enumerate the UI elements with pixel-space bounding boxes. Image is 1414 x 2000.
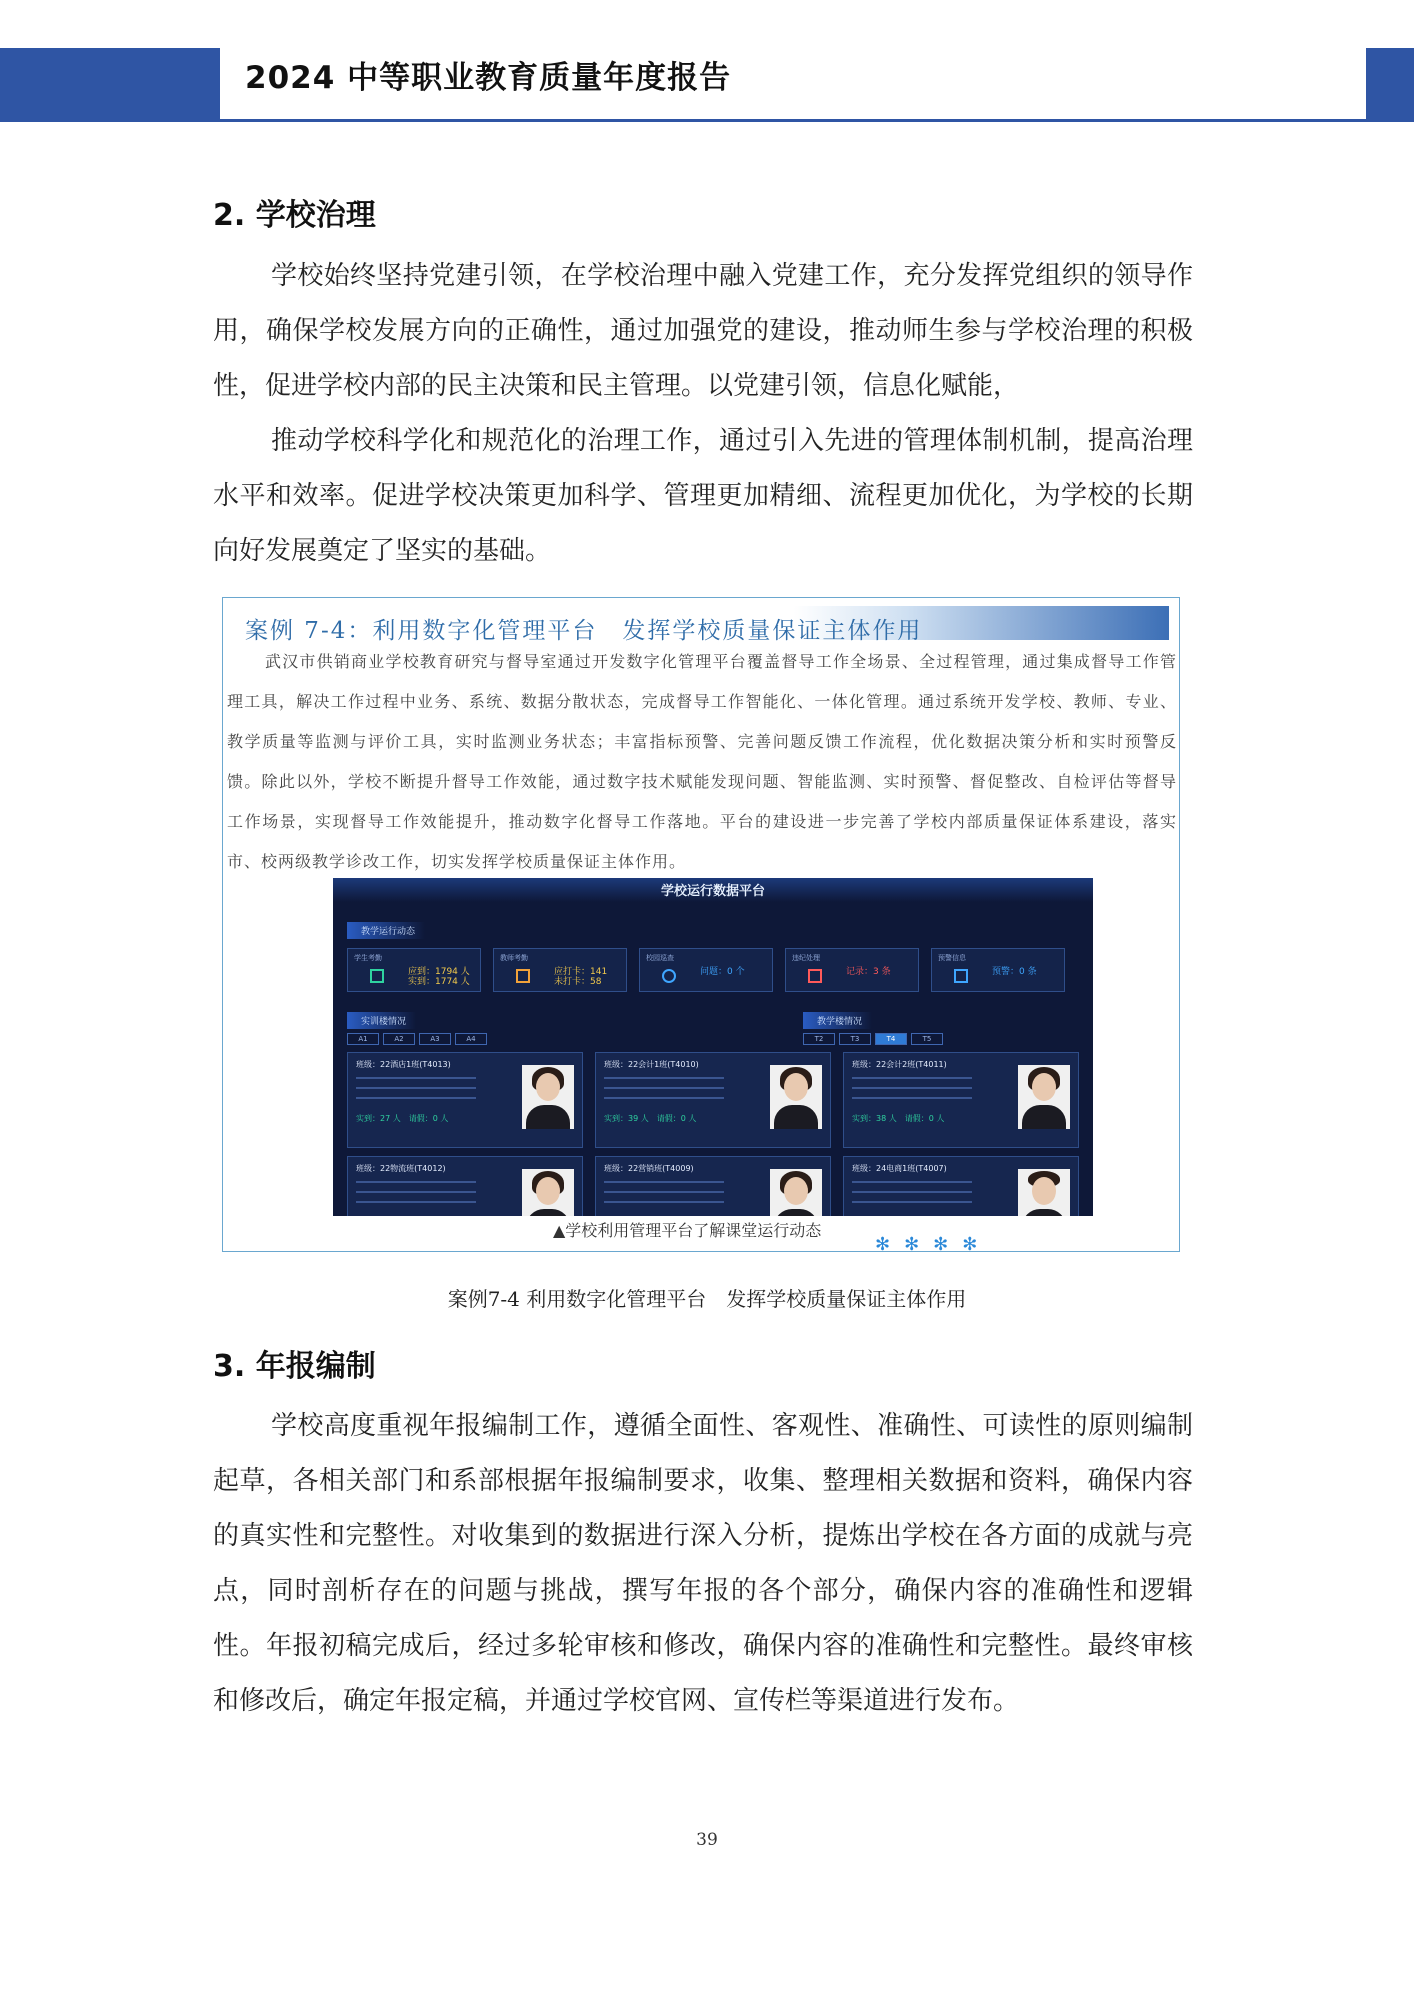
case-title: 案例 7-4：利用数字化管理平台 发挥学校质量保证主体作用 [245, 618, 923, 644]
section-heading-governance: 2. 学校治理 [213, 198, 376, 233]
info-line [356, 1201, 476, 1203]
info-line [356, 1077, 476, 1079]
warning-icon [954, 969, 968, 983]
case-title-bar [231, 606, 1169, 644]
stat-values: 记录：3 条 [846, 967, 891, 977]
case-box [222, 597, 1180, 1255]
class-name: 班级：24电商1班(T4007) [852, 1164, 947, 1173]
dashboard-section-teachbuilding: 教学楼情况 [803, 1012, 872, 1029]
attendance-stats: 实到：39 人 请假：0 人 [604, 1114, 697, 1123]
teacher-photo [522, 1169, 574, 1216]
info-line [604, 1097, 724, 1099]
info-line [852, 1181, 972, 1183]
tab-a1: A1 [347, 1033, 379, 1045]
info-line [604, 1191, 724, 1193]
class-card [347, 1156, 583, 1216]
stat-values: 预警：0 条 [992, 967, 1037, 977]
info-line [852, 1191, 972, 1193]
section-heading-report: 3. 年报编制 [213, 1349, 376, 1384]
tab-a4: A4 [455, 1033, 487, 1045]
info-line [852, 1087, 972, 1089]
class-card [347, 1052, 583, 1148]
teacher-photo [770, 1065, 822, 1129]
case-text: 武汉市供销商业学校教育研究与督导室通过开发数字化管理平台覆盖督导工作全场景、全过程管理，通过集成督导工作管理工具，解决工作过程中业务、系统、数据分散状态，完成督导工作智能化、一体化管理。通过系统开发学校、教师、专业、教学质量等监测与评价工具，实时监测业务状态；丰富指标预警、完善问题反馈工作流程，优化数据决策分析和实时预警反馈。除此以外，学校不断提升督导工作效能，通过数字技术赋能发现问题、智能监测、实时预警、督促整改、自检评估等督导工作场景，实现督导工作效能提升，推动数字化督导工作落地。平台的建设进一步完善了学校内部质量保证体系建设，落实市、校两级教学诊改工作，切实发挥学校质量保证主体作用。 [227, 652, 1177, 871]
stat-values: 问题：0 个 [700, 967, 745, 977]
stat-label: 教师考勤 [500, 954, 528, 962]
header-bar-left [0, 48, 220, 122]
dashboard-screenshot [333, 878, 1093, 1216]
tab-t4: T4 [875, 1033, 907, 1045]
dashboard-section-training: 实训楼情况 [347, 1012, 416, 1029]
patrol-icon [662, 969, 676, 983]
dashboard-section-teaching: 教学运行动态 [347, 922, 425, 939]
class-name: 班级：22酒店1班(T4013) [356, 1060, 451, 1069]
governance-paragraph-1: 学校始终坚持党建引领，在学校治理中融入党建工作，充分发挥党组织的领导作用，确保学校发展方向的正确性，通过加强党的建设，推动师生参与学校治理的积极性，促进学校内部的民主决策和民主管理。以党建引领，信息化赋能， [213, 261, 1193, 401]
governance-paragraph-2: 推动学校科学化和规范化的治理工作，通过引入先进的管理体制机制，提高治理水平和效率。促进学校决策更加科学、管理更加精细、流程更加优化，为学校的长期向好发展奠定了坚实的基础。 [213, 426, 1193, 566]
stat-label: 违纪处理 [792, 954, 820, 962]
stat-values: 应到：1794 人 实到：1774 人 [408, 967, 470, 987]
class-name: 班级：22物流班(T4012) [356, 1164, 446, 1173]
stat-card [785, 948, 919, 992]
report-paragraph: 学校高度重视年报编制工作，遵循全面性、客观性、准确性、可读性的原则编制起草，各相关部门和系部根据年报编制要求，收集、整理相关数据和资料，确保内容的真实性和完整性。对收集到的数据进行深入分析，提炼出学校在各方面的成就与亮点，同时剖析存在的问题与挑战，撰写年报的各个部分，确保内容的准确性和逻辑性。年报初稿完成后，经过多轮审核和修改，确保内容的准确性和完整性。最终审核和修改后，确定年报定稿，并通过学校官网、宣传栏等渠道进行发布。 [213, 1411, 1193, 1716]
class-card [843, 1156, 1079, 1216]
class-name: 班级：22会计1班(T4010) [604, 1060, 699, 1069]
decorative-stars: ✻✻✻✻ [875, 1234, 992, 1255]
info-line [604, 1077, 724, 1079]
class-card [595, 1156, 831, 1216]
header-bar-right [1366, 48, 1414, 122]
info-line [356, 1087, 476, 1089]
report-title: 2024 中等职业教育质量年度报告 [245, 60, 732, 96]
info-line [604, 1201, 724, 1203]
attendance-stats: 实到：38 人 请假：0 人 [852, 1114, 945, 1123]
teacher-photo [1018, 1065, 1070, 1129]
info-line [356, 1181, 476, 1183]
info-line [604, 1087, 724, 1089]
stat-card [347, 948, 481, 992]
stat-card [639, 948, 773, 992]
stat-label: 校园巡查 [646, 954, 674, 962]
tab-t5: T5 [911, 1033, 943, 1045]
dashboard-title: 学校运行数据平台 [660, 884, 765, 899]
info-line [852, 1201, 972, 1203]
info-line [604, 1181, 724, 1183]
tab-t2: T2 [803, 1033, 835, 1045]
stat-card [931, 948, 1065, 992]
tab-a2: A2 [383, 1033, 415, 1045]
info-line [356, 1097, 476, 1099]
record-icon [808, 969, 822, 983]
page-number: 39 [696, 1830, 718, 1850]
attendance-stats: 实到：27 人 请假：0 人 [356, 1114, 449, 1123]
teacher-photo [522, 1065, 574, 1129]
info-line [852, 1077, 972, 1079]
calendar-icon [370, 969, 384, 983]
figure-caption: 案例7-4 利用数字化管理平台 发挥学校质量保证主体作用 [447, 1287, 967, 1311]
tab-t3: T3 [839, 1033, 871, 1045]
info-line [356, 1191, 476, 1193]
class-name: 班级：22营销班(T4009) [604, 1164, 694, 1173]
stat-values: 应打卡：141 未打卡：58 [554, 967, 608, 987]
teacher-photo [1018, 1169, 1070, 1216]
stat-label: 预警信息 [938, 954, 966, 962]
stat-label: 学生考勤 [354, 954, 382, 962]
image-caption: ▲学校利用管理平台了解课堂运行动态 [553, 1221, 822, 1240]
class-card [595, 1052, 831, 1148]
class-card [843, 1052, 1079, 1148]
teacher-photo [770, 1169, 822, 1216]
stat-card [493, 948, 627, 992]
tab-a3: A3 [419, 1033, 451, 1045]
header-underline [220, 119, 1366, 122]
info-line [852, 1097, 972, 1099]
calendar-icon [516, 969, 530, 983]
class-name: 班级：22会计2班(T4011) [852, 1060, 947, 1069]
